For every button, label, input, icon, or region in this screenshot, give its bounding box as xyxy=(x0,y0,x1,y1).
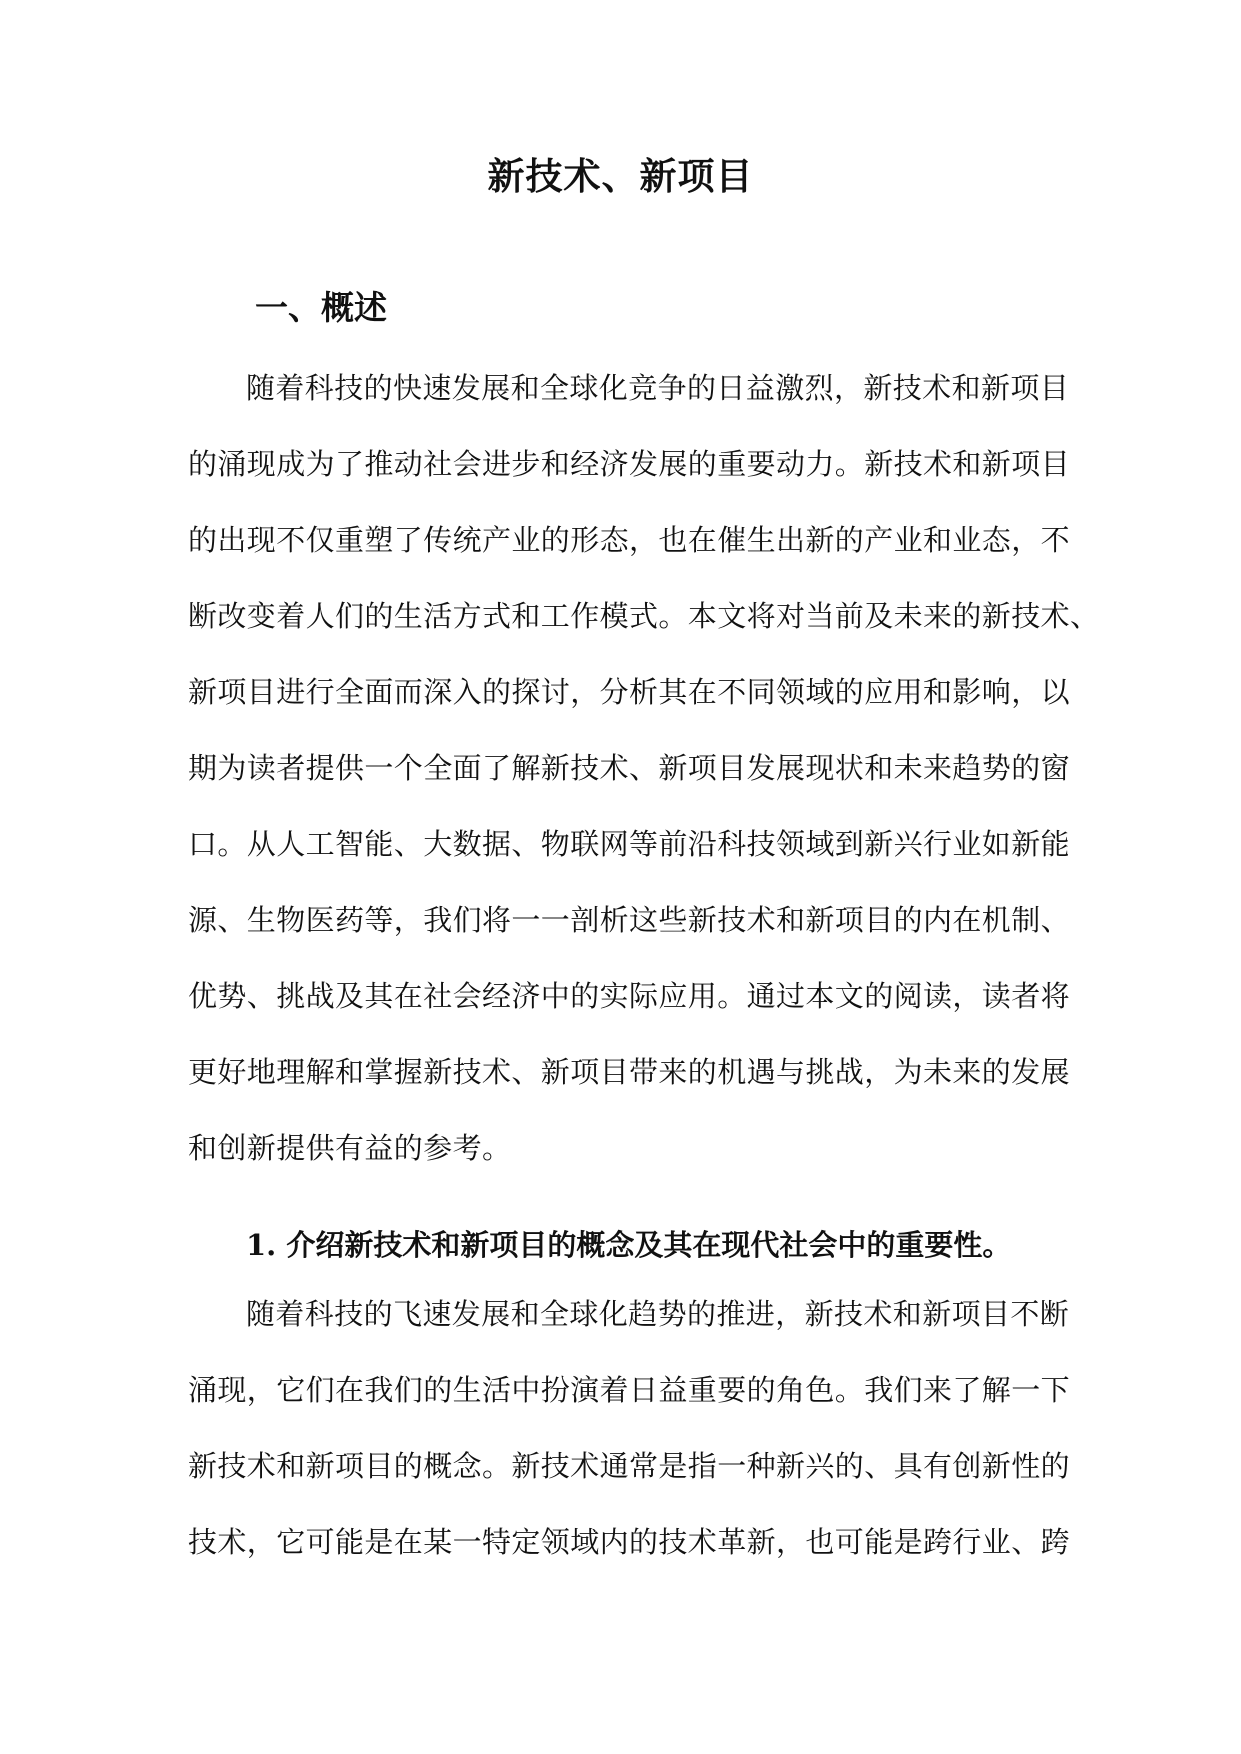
paragraph-line: 新技术和新项目的概念。新技术通常是指一种新兴的、具有创新性的 xyxy=(188,1449,1071,1483)
paragraph-line: 随着科技的飞速发展和全球化趋势的推进，新技术和新项目不断 xyxy=(246,1297,1070,1331)
paragraph-line: 涌现，它们在我们的生活中扮演着日益重要的角色。我们来了解一下 xyxy=(188,1373,1071,1407)
paragraph-line: 的涌现成为了推动社会进步和经济发展的重要动力。新技术和新项目 xyxy=(188,447,1071,481)
paragraph-line: 断改变着人们的生活方式和工作模式。本文将对当前及未来的新技术、 xyxy=(188,599,1100,633)
paragraph-line: 的出现不仅重塑了传统产业的形态，也在催生出新的产业和业态，不 xyxy=(188,523,1071,557)
section-heading-overview: 一、概述 xyxy=(255,288,387,327)
paragraph-line: 口。从人工智能、大数据、物联网等前沿科技领域到新兴行业如新能 xyxy=(188,827,1071,861)
subsection-heading-concept: 1. 介绍新技术和新项目的概念及其在现代社会中的重要性。 xyxy=(246,1228,1012,1262)
paragraph-line: 更好地理解和掌握新技术、新项目带来的机遇与挑战，为未来的发展 xyxy=(188,1055,1071,1089)
paragraph-line: 新项目进行全面而深入的探讨，分析其在不同领域的应用和影响，以 xyxy=(188,675,1071,709)
paragraph-line: 期为读者提供一个全面了解新技术、新项目发展现状和未来趋势的窗 xyxy=(188,751,1071,785)
paragraph-concept xyxy=(188,1288,1071,1592)
paragraph-line: 源、生物医药等，我们将一一剖析这些新技术和新项目的内在机制、 xyxy=(188,903,1071,937)
paragraph-line: 随着科技的快速发展和全球化竞争的日益激烈，新技术和新项目 xyxy=(246,371,1070,405)
paragraph-line: 优势、挑战及其在社会经济中的实际应用。通过本文的阅读，读者将 xyxy=(188,979,1071,1013)
paragraph-line: 和创新提供有益的参考。 xyxy=(188,1131,512,1165)
document-title: 新技术、新项目 xyxy=(487,154,754,198)
paragraph-overview xyxy=(188,362,1100,1198)
paragraph-line: 技术，它可能是在某一特定领域内的技术革新，也可能是跨行业、跨 xyxy=(188,1525,1071,1559)
